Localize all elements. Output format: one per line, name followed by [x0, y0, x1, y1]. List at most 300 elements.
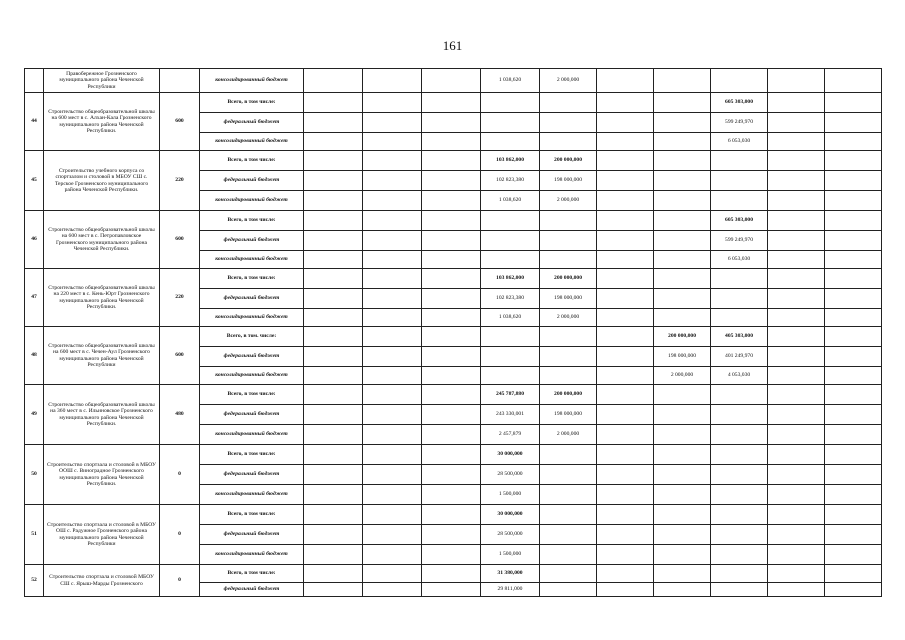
value-cell — [768, 465, 825, 485]
value-cell — [825, 151, 882, 171]
value-cell — [768, 113, 825, 133]
value-cell — [597, 309, 654, 327]
value-cell — [363, 269, 422, 289]
value-cell — [768, 327, 825, 347]
value-cell: 4 053,030 — [711, 367, 768, 385]
value-cell — [304, 151, 363, 171]
budget-label: федеральный бюджет — [200, 525, 304, 545]
value-cell — [711, 425, 768, 445]
value-cell — [422, 289, 481, 309]
page-number: 161 — [442, 38, 463, 53]
value-cell: 401 249,970 — [711, 347, 768, 367]
value-cell — [654, 505, 711, 525]
value-cell — [654, 69, 711, 93]
budget-label: федеральный бюджет — [200, 289, 304, 309]
budget-label: федеральный бюджет — [200, 405, 304, 425]
value-cell — [825, 133, 882, 151]
value-cell — [304, 191, 363, 211]
value-cell: 200 000,000 — [654, 327, 711, 347]
value-cell — [540, 251, 597, 269]
value-cell: 243 330,001 — [481, 405, 540, 425]
value-cell — [711, 309, 768, 327]
value-cell — [304, 565, 363, 583]
value-cell — [597, 465, 654, 485]
value-cell — [304, 133, 363, 151]
value-cell — [825, 289, 882, 309]
budget-label: консолидированный бюджет — [200, 367, 304, 385]
value-cell — [768, 565, 825, 583]
capacity: 600 — [160, 93, 200, 151]
value-cell: 198 000,000 — [654, 347, 711, 367]
value-cell — [711, 405, 768, 425]
value-cell — [540, 465, 597, 485]
value-cell — [422, 367, 481, 385]
value-cell — [711, 525, 768, 545]
value-cell — [363, 251, 422, 269]
value-cell — [654, 231, 711, 251]
value-cell: 28 500,000 — [481, 525, 540, 545]
value-cell — [768, 289, 825, 309]
value-cell: 599 249,970 — [711, 113, 768, 133]
value-cell — [540, 565, 597, 583]
value-cell — [597, 151, 654, 171]
value-cell — [304, 505, 363, 525]
value-cell — [825, 69, 882, 93]
value-cell — [363, 171, 422, 191]
value-cell — [481, 231, 540, 251]
value-cell: 2 000,000 — [540, 425, 597, 445]
value-cell — [363, 485, 422, 505]
budget-label: Всего, в том числе: — [200, 565, 304, 583]
capacity: 0 — [160, 445, 200, 505]
value-cell — [768, 191, 825, 211]
value-cell — [597, 251, 654, 269]
row-number — [25, 69, 44, 93]
row-number: 47 — [25, 269, 44, 327]
value-cell — [422, 485, 481, 505]
budget-label: Всего, в том числе: — [200, 385, 304, 405]
value-cell — [304, 367, 363, 385]
value-cell: 31 380,000 — [481, 565, 540, 583]
value-cell — [422, 445, 481, 465]
value-cell — [825, 465, 882, 485]
value-cell — [481, 93, 540, 113]
value-cell — [711, 289, 768, 309]
table-row — [25, 445, 882, 465]
value-cell — [597, 191, 654, 211]
value-cell — [825, 565, 882, 583]
value-cell — [304, 113, 363, 133]
value-cell — [597, 133, 654, 151]
project-name: Правобережное Грозненского муниципального района Чеченской Республики — [44, 69, 160, 93]
table-row — [25, 151, 882, 171]
value-cell — [768, 505, 825, 525]
value-cell — [654, 151, 711, 171]
value-cell — [711, 151, 768, 171]
value-cell — [654, 309, 711, 327]
value-cell — [711, 565, 768, 583]
value-cell — [363, 347, 422, 367]
value-cell — [363, 309, 422, 327]
value-cell — [304, 289, 363, 309]
value-cell — [363, 231, 422, 251]
value-cell: 30 000,000 — [481, 505, 540, 525]
value-cell — [825, 113, 882, 133]
value-cell: 1 500,000 — [481, 545, 540, 565]
value-cell — [768, 171, 825, 191]
row-number: 49 — [25, 385, 44, 445]
value-cell — [711, 505, 768, 525]
value-cell — [711, 545, 768, 565]
value-cell — [422, 113, 481, 133]
value-cell — [363, 405, 422, 425]
table-row — [25, 565, 882, 583]
value-cell — [597, 485, 654, 505]
budget-label: Всего, в том числе: — [200, 445, 304, 465]
value-cell — [654, 545, 711, 565]
value-cell — [481, 251, 540, 269]
capacity: 600 — [160, 327, 200, 385]
value-cell — [768, 405, 825, 425]
value-cell — [422, 93, 481, 113]
value-cell — [654, 171, 711, 191]
value-cell: 605 303,000 — [711, 211, 768, 231]
value-cell — [597, 231, 654, 251]
value-cell — [825, 231, 882, 251]
value-cell — [768, 231, 825, 251]
value-cell: 2 000,000 — [654, 367, 711, 385]
value-cell — [422, 327, 481, 347]
row-number: 50 — [25, 445, 44, 505]
value-cell — [597, 171, 654, 191]
value-cell — [304, 69, 363, 93]
value-cell — [825, 505, 882, 525]
value-cell — [768, 485, 825, 505]
value-cell — [422, 211, 481, 231]
value-cell: 605 303,000 — [711, 93, 768, 113]
value-cell — [768, 525, 825, 545]
project-name: Строительство общеобразовательной школы на 220 мест в с. Кень-Юрт Грозненского муниципального района Чеченской Республики. — [44, 269, 160, 327]
budget-label: Всего, в том числе: — [200, 151, 304, 171]
value-cell — [597, 405, 654, 425]
value-cell — [422, 231, 481, 251]
value-cell — [597, 583, 654, 597]
value-cell — [654, 425, 711, 445]
value-cell — [768, 445, 825, 465]
value-cell — [711, 583, 768, 597]
value-cell — [363, 505, 422, 525]
value-cell — [304, 269, 363, 289]
value-cell — [481, 133, 540, 151]
value-cell — [654, 289, 711, 309]
value-cell — [825, 405, 882, 425]
value-cell — [304, 327, 363, 347]
value-cell — [597, 289, 654, 309]
row-number: 44 — [25, 93, 44, 151]
capacity: 0 — [160, 505, 200, 565]
value-cell — [768, 151, 825, 171]
table-row — [25, 385, 882, 405]
value-cell: 2 000,000 — [540, 69, 597, 93]
value-cell — [304, 405, 363, 425]
project-name: Строительство общеобразовательной школы на 600 мест в с. Петропавловское Грозненского муниципального района Чеченской Республики. — [44, 211, 160, 269]
budget-label: консолидированный бюджет — [200, 251, 304, 269]
value-cell — [597, 69, 654, 93]
table-row — [25, 269, 882, 289]
budget-table — [24, 68, 882, 597]
value-cell — [654, 583, 711, 597]
value-cell — [825, 425, 882, 445]
value-cell — [654, 251, 711, 269]
value-cell: 2 457,879 — [481, 425, 540, 445]
value-cell — [363, 367, 422, 385]
row-number: 46 — [25, 211, 44, 269]
row-number: 52 — [25, 565, 44, 597]
value-cell — [597, 211, 654, 231]
row-number: 45 — [25, 151, 44, 211]
value-cell — [654, 525, 711, 545]
value-cell — [597, 525, 654, 545]
value-cell: 102 823,380 — [481, 171, 540, 191]
value-cell: 200 000,000 — [540, 269, 597, 289]
budget-label: консолидированный бюджет — [200, 191, 304, 211]
table-row — [25, 505, 882, 525]
value-cell — [540, 505, 597, 525]
value-cell — [304, 583, 363, 597]
value-cell: 1 038,620 — [481, 191, 540, 211]
table-row — [25, 69, 882, 93]
project-name: Строительство общеобразовательной школы на 600 мест в с. Алхан-Кала Грозненского муниципального района Чеченской Республики. — [44, 93, 160, 151]
value-cell: 103 862,000 — [481, 151, 540, 171]
value-cell — [422, 545, 481, 565]
value-cell — [597, 545, 654, 565]
value-cell — [304, 347, 363, 367]
value-cell — [825, 93, 882, 113]
value-cell — [363, 69, 422, 93]
project-name: Строительство спортзала и столовой МБОУ СШ с. Ярыш-Марды Грозненского — [44, 565, 160, 597]
value-cell: 28 500,000 — [481, 465, 540, 485]
value-cell — [363, 525, 422, 545]
value-cell — [422, 191, 481, 211]
capacity: 0 — [160, 565, 200, 597]
value-cell — [540, 525, 597, 545]
value-cell — [597, 347, 654, 367]
value-cell — [422, 565, 481, 583]
budget-label: Всего, в том. числе: — [200, 327, 304, 347]
budget-label: Всего, в том числе: — [200, 93, 304, 113]
value-cell — [768, 425, 825, 445]
budget-label: Всего, в том числе: — [200, 269, 304, 289]
value-cell — [597, 367, 654, 385]
value-cell — [540, 231, 597, 251]
value-cell — [825, 191, 882, 211]
value-cell — [540, 445, 597, 465]
table-row — [25, 211, 882, 231]
value-cell — [825, 347, 882, 367]
value-cell — [825, 545, 882, 565]
value-cell — [768, 385, 825, 405]
value-cell — [422, 251, 481, 269]
budget-label: Всего, в том числе: — [200, 211, 304, 231]
table-row — [25, 327, 882, 347]
value-cell — [825, 385, 882, 405]
row-number: 51 — [25, 505, 44, 565]
value-cell — [825, 525, 882, 545]
value-cell — [422, 171, 481, 191]
value-cell — [768, 133, 825, 151]
value-cell — [768, 545, 825, 565]
value-cell — [304, 485, 363, 505]
value-cell — [654, 133, 711, 151]
value-cell — [304, 93, 363, 113]
value-cell — [304, 211, 363, 231]
value-cell: 245 787,880 — [481, 385, 540, 405]
capacity: 600 — [160, 211, 200, 269]
value-cell: 6 053,030 — [711, 133, 768, 151]
value-cell — [597, 445, 654, 465]
project-name: Строительство спортзала и столовой в МБОУ ООШ с. Виноградное Грозненского муниципального района Чеченской Республики. — [44, 445, 160, 505]
budget-label: консолидированный бюджет — [200, 69, 304, 93]
row-number: 48 — [25, 327, 44, 385]
value-cell — [481, 327, 540, 347]
value-cell: 198 000,000 — [540, 289, 597, 309]
value-cell — [363, 113, 422, 133]
value-cell — [422, 347, 481, 367]
value-cell — [768, 367, 825, 385]
value-cell — [363, 133, 422, 151]
value-cell — [481, 347, 540, 367]
value-cell — [363, 327, 422, 347]
value-cell — [422, 505, 481, 525]
value-cell — [540, 211, 597, 231]
value-cell — [825, 251, 882, 269]
value-cell — [363, 191, 422, 211]
value-cell: 405 303,000 — [711, 327, 768, 347]
value-cell — [768, 583, 825, 597]
value-cell — [422, 583, 481, 597]
value-cell: 1 500,000 — [481, 485, 540, 505]
value-cell — [768, 309, 825, 327]
value-cell — [540, 545, 597, 565]
value-cell — [363, 93, 422, 113]
project-name: Строительство спортзала и столовой в МБОУ ОШ с. Радужное Грозненского района муниципального района Чеченской Республики — [44, 505, 160, 565]
value-cell — [363, 565, 422, 583]
value-cell — [304, 445, 363, 465]
value-cell — [304, 525, 363, 545]
project-name: Строительство общеобразовательной школы на 600 мест в с. Чечен-Аул Грозненского муниципального района Чеченской Республики — [44, 327, 160, 385]
value-cell — [825, 445, 882, 465]
budget-label: федеральный бюджет — [200, 231, 304, 251]
value-cell — [825, 269, 882, 289]
value-cell — [654, 385, 711, 405]
value-cell — [654, 93, 711, 113]
value-cell — [363, 151, 422, 171]
value-cell — [654, 445, 711, 465]
value-cell — [304, 231, 363, 251]
capacity — [160, 69, 200, 93]
value-cell — [540, 133, 597, 151]
value-cell — [654, 211, 711, 231]
value-cell — [304, 425, 363, 445]
value-cell — [422, 385, 481, 405]
value-cell — [422, 269, 481, 289]
value-cell — [711, 385, 768, 405]
value-cell: 200 000,000 — [540, 385, 597, 405]
value-cell — [654, 191, 711, 211]
value-cell — [481, 211, 540, 231]
budget-label: федеральный бюджет — [200, 347, 304, 367]
value-cell: 103 862,000 — [481, 269, 540, 289]
value-cell — [711, 269, 768, 289]
value-cell — [540, 93, 597, 113]
value-cell — [363, 445, 422, 465]
value-cell — [597, 565, 654, 583]
budget-label: консолидированный бюджет — [200, 309, 304, 327]
value-cell — [540, 327, 597, 347]
value-cell — [768, 93, 825, 113]
value-cell: 6 053,030 — [711, 251, 768, 269]
value-cell — [540, 113, 597, 133]
value-cell — [597, 327, 654, 347]
value-cell — [304, 171, 363, 191]
value-cell — [597, 93, 654, 113]
value-cell — [422, 525, 481, 545]
budget-label: Всего, в том числе: — [200, 505, 304, 525]
budget-label: консолидированный бюджет — [200, 545, 304, 565]
value-cell — [597, 425, 654, 445]
value-cell — [422, 133, 481, 151]
value-cell — [768, 211, 825, 231]
value-cell — [711, 465, 768, 485]
value-cell — [597, 269, 654, 289]
value-cell: 2 000,000 — [540, 191, 597, 211]
value-cell — [711, 171, 768, 191]
value-cell — [540, 583, 597, 597]
value-cell — [540, 367, 597, 385]
value-cell: 200 000,000 — [540, 151, 597, 171]
value-cell — [654, 565, 711, 583]
value-cell — [540, 347, 597, 367]
value-cell — [825, 327, 882, 347]
value-cell — [363, 289, 422, 309]
value-cell — [422, 69, 481, 93]
value-cell — [363, 425, 422, 445]
value-cell: 599 249,970 — [711, 231, 768, 251]
value-cell — [363, 583, 422, 597]
budget-label: федеральный бюджет — [200, 113, 304, 133]
value-cell — [825, 583, 882, 597]
value-cell — [597, 113, 654, 133]
value-cell — [825, 309, 882, 327]
value-cell — [304, 309, 363, 327]
value-cell — [825, 485, 882, 505]
value-cell — [304, 251, 363, 269]
value-cell: 198 000,000 — [540, 405, 597, 425]
value-cell — [711, 485, 768, 505]
value-cell — [825, 171, 882, 191]
value-cell — [768, 69, 825, 93]
value-cell — [654, 269, 711, 289]
value-cell — [825, 211, 882, 231]
value-cell — [363, 211, 422, 231]
value-cell — [481, 113, 540, 133]
budget-label: федеральный бюджет — [200, 583, 304, 597]
value-cell — [422, 465, 481, 485]
value-cell — [304, 385, 363, 405]
value-cell: 198 000,000 — [540, 171, 597, 191]
value-cell: 102 823,380 — [481, 289, 540, 309]
budget-label: консолидированный бюджет — [200, 133, 304, 151]
